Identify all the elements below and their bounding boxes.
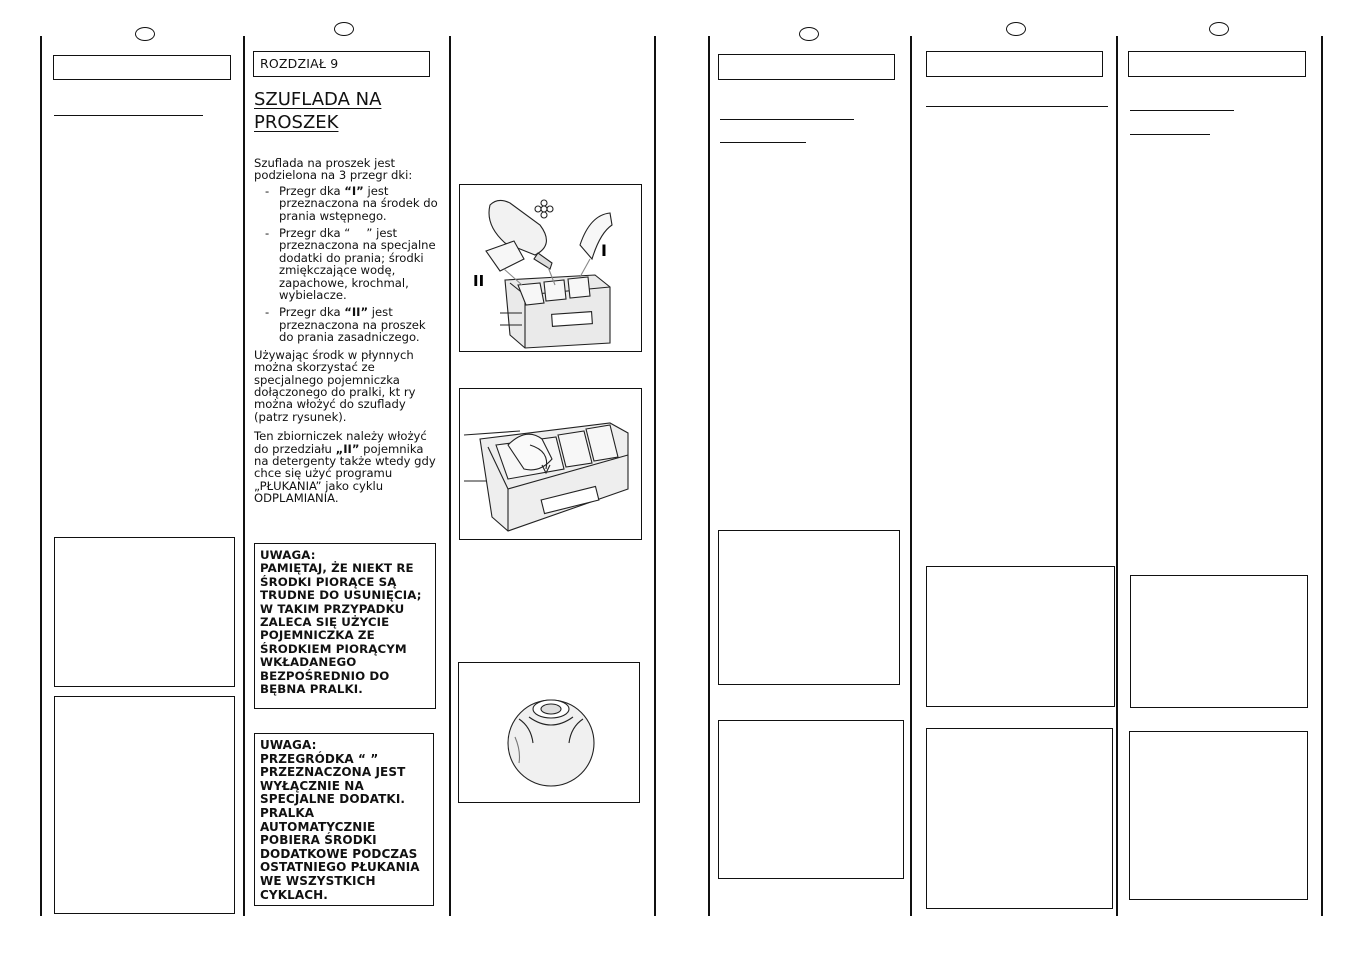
note-box <box>1130 575 1308 708</box>
chapter-label: ROZDZIAŁ 9 <box>260 56 339 71</box>
compartment-label-I: I <box>601 241 607 260</box>
warning-box <box>254 733 434 906</box>
warning-text: UWAGA: PAMIĘTAJ, ŻE NIEKT RE ŚRODKI PIORĄCE SĄ TRUDNE DO USUNIĘCIA; W TAKIM PRZYPADKU ZALECA SIĘ UŻYCIE POJEMNICZKA ZE ŚRODKIEM PIORĄCYM WKŁADANEGO BEZPOŚREDNIO DO BĘBNA PRALKI. <box>260 548 422 697</box>
column-divider <box>40 36 42 916</box>
column-divider <box>910 36 912 916</box>
list-item: - Przegr dka “I” jest przeznaczona na środek do prania wstępnego. <box>254 185 440 222</box>
section-title-line: PROSZEK <box>254 112 339 133</box>
note-box <box>926 566 1115 707</box>
list-item: - Przegr dka “II” jest przeznaczona na proszek do prania zasadniczego. <box>254 306 440 343</box>
chapter-header <box>253 51 430 77</box>
liquid-paragraph: Używając środk w płynnych można skorzystać ze specjalnego pojemniczka dołączonego do pralki, kt ry można włożyć do szuflady (patrz rysunek). <box>254 347 416 424</box>
figure-pouring-detergent <box>459 184 642 352</box>
note-box <box>1129 731 1308 900</box>
language-oval-icon <box>334 22 354 36</box>
intro-paragraph: Szuflada na proszek jest podzielona na 3 przegr dki: <box>254 156 413 183</box>
column-divider <box>654 36 656 916</box>
warning-box <box>254 543 436 709</box>
note-box <box>54 696 235 914</box>
figure-dosing-ball <box>458 662 640 803</box>
column-divider <box>1116 36 1118 916</box>
list-item: - Przegr dka “ ” jest przeznaczona na specjalne dodatki do prania; środki zmiękczające wodę, zapachowe, krochmal, wybielacze. <box>254 227 440 301</box>
compartment-list <box>254 185 440 344</box>
section-title <box>254 88 439 134</box>
note-box <box>926 728 1113 909</box>
language-oval-icon <box>135 27 155 41</box>
language-oval-icon <box>1006 22 1026 36</box>
title-underline <box>720 119 854 120</box>
language-oval-icon <box>1209 22 1229 36</box>
title-underline <box>54 115 203 116</box>
title-underline <box>1130 134 1210 135</box>
compartment-label-II: II <box>473 272 485 290</box>
section-title-line: SZUFLADA NA <box>254 89 382 110</box>
title-underline <box>1130 110 1234 111</box>
figure-liquid-container <box>459 388 642 540</box>
warning-text: UWAGA: PRZEGRÓDKA “ ” PRZEZNACZONA JEST WYŁĄCZNIE NA SPECJALNE DODATKI. PRALKA AUTOMATYCZNIE POBIERA ŚRODKI DODATKOWE PODCZAS OSTATNIEGO PŁUKANIA WE WSZYSTKICH CYKLACH. <box>260 738 420 902</box>
column-divider <box>449 36 451 916</box>
language-oval-icon <box>799 27 819 41</box>
column-divider <box>243 36 245 916</box>
chapter-header-box <box>1128 51 1306 77</box>
flower-icon <box>535 200 553 218</box>
drawer-illustration <box>460 389 641 539</box>
section-body <box>254 157 440 505</box>
note-box <box>54 537 235 687</box>
chapter-header-box <box>718 54 895 80</box>
column-divider <box>708 36 710 916</box>
dosing-ball-illustration <box>459 663 639 802</box>
pouring-illustration <box>460 185 641 351</box>
container-paragraph: Ten zbiorniczek należy włożyć do przedziału „II” pojemnika na detergenty także wtedy gdy chce się użyć programu „PŁUKANIA” jako cyklu ODPLAMIANIA. <box>254 429 436 506</box>
note-box <box>718 720 904 879</box>
chapter-header-box <box>53 55 231 80</box>
chapter-header-box <box>926 51 1103 77</box>
title-underline <box>720 142 806 143</box>
title-underline <box>926 106 1108 107</box>
column-divider <box>1321 36 1323 916</box>
note-box <box>718 530 900 685</box>
